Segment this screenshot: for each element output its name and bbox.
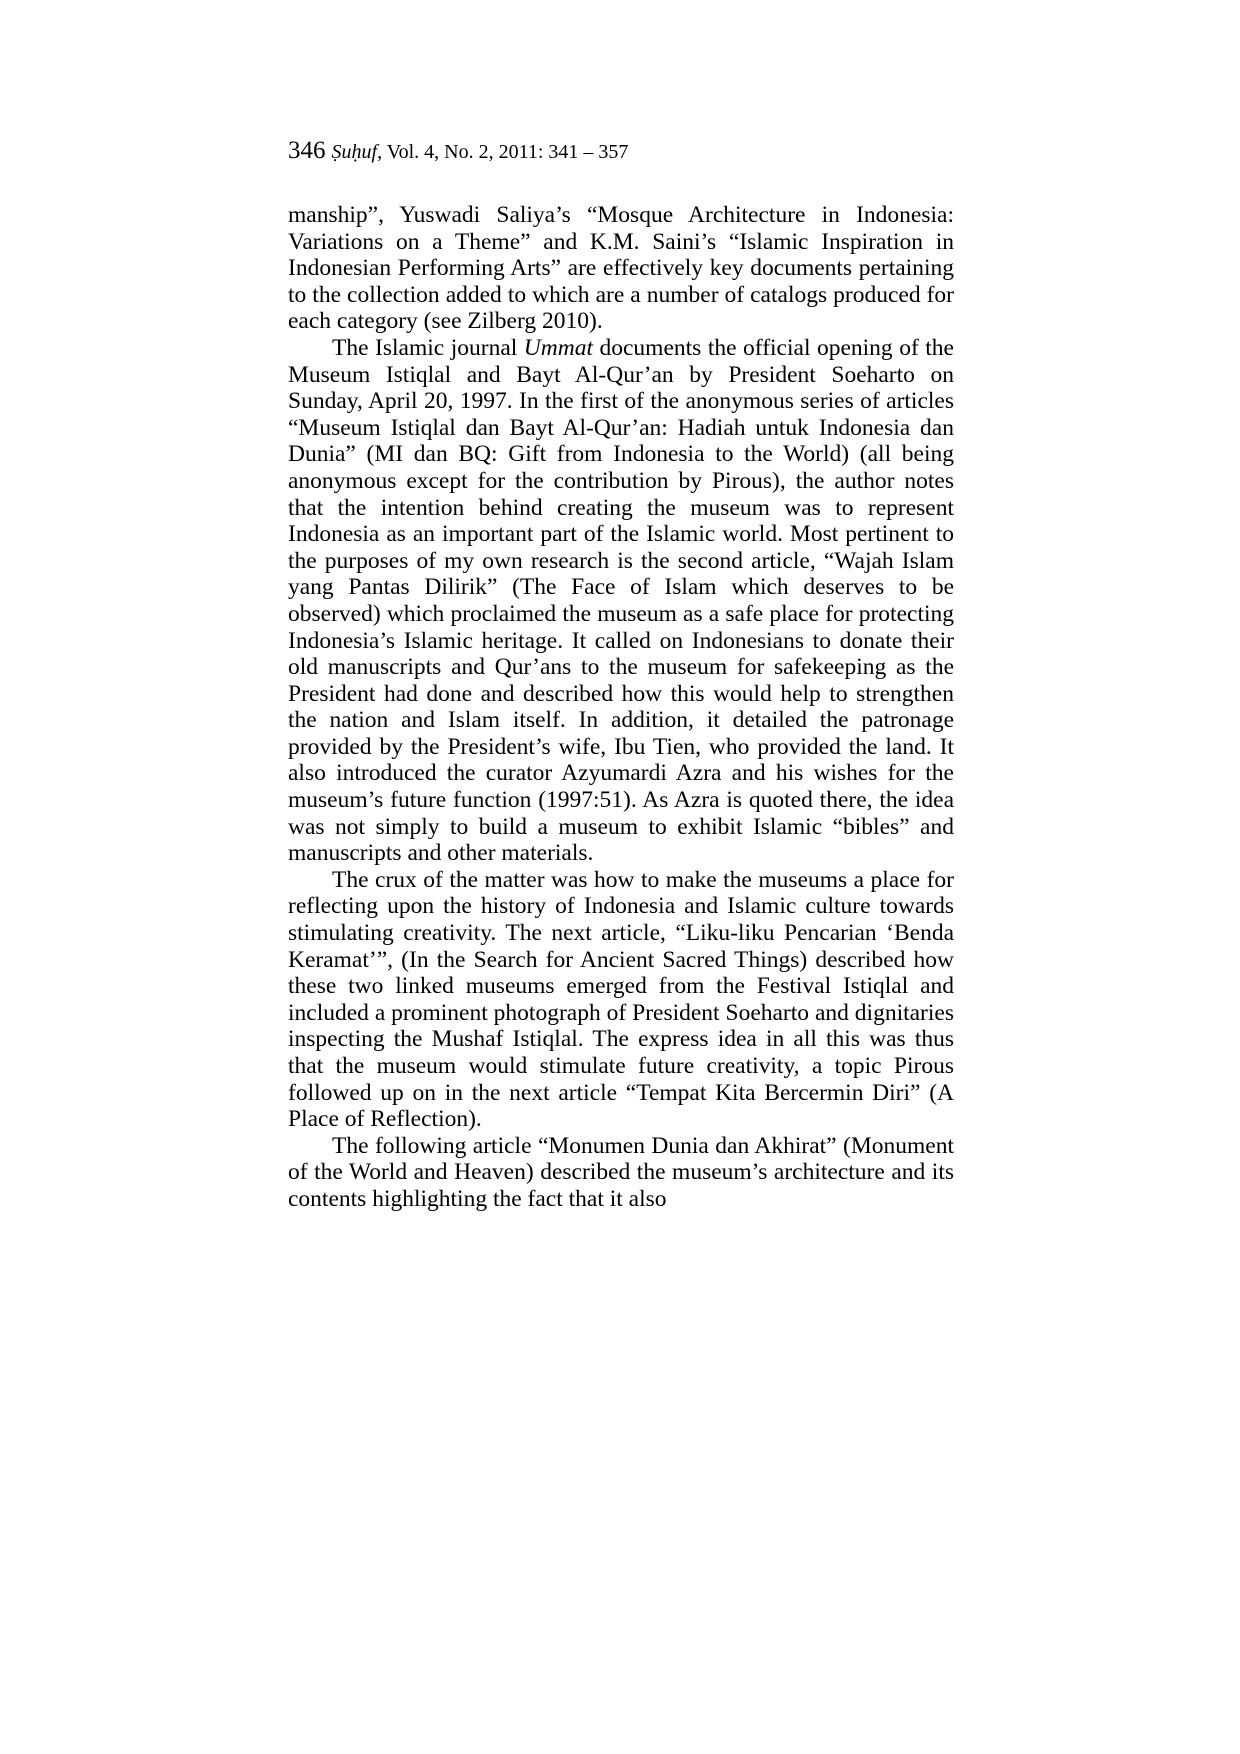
journal-citation: , Vol. 4, No. 2, 2011: 341 – 357 [377,141,629,163]
paragraph-text: documents the official opening of the Museum Istiqlal and Bayt Al-Qur’an by President Soeharto on Sunday, April 20, 1997. In the first of the anonymous series of articles “Museum Istiqlal dan Bayt Al-Qur’an: Hadiah untuk Indonesia dan Dunia” (MI dan BQ: Gift from Indonesia to the World) (all being anonymous except for the contribution by Pirous), the author notes that the intention behind creating the museum was to represent Indonesia as an important part of the Islamic world. Most pertinent to the purposes of my own research is the second article, “Wajah Islam yang Pantas Dilirik” (The Face of Islam which deserves to be observed) which proclaimed the museum as a safe place for protecting Indonesia’s Islamic heritage. It called on Indonesians to donate their old manuscripts and Qur’ans to the museum for safekeeping as the President had done and described how this would help to strengthen the nation and Islam itself. In addition, it detailed the patronage provided by the President’s wife, Ibu Tien, who provided the land. It also introduced the curator Azyumardi Azra and his wishes for the museum’s future function (1997:51). As Azra is quoted there, the idea was not simply to build a museum to exhibit Islamic “bibles” and manuscripts and other materials. [288,334,954,867]
running-header [288,136,628,167]
journal-name: Ṣuḥuf [331,141,378,163]
article-body [288,202,954,1213]
paragraph-ummat [288,335,954,867]
journal-title-italic: Ummat [523,334,593,361]
paragraph-continued: manship”, Yuswadi Saliya’s “Mosque Architecture in Indonesia: Variations on a Theme” and K.M. Saini’s “Islamic Inspiration in Indonesian Performing Arts” are effectively key documents pertaining to the collection added to which are a number of catalogs produced for each category (see Zilberg 2010). [288,202,954,335]
paragraph-text: The Islamic journal [332,334,524,361]
paragraph-crux: The crux of the matter was how to make the museums a place for reflecting upon the history of Indonesia and Islamic culture towards stimulating creativity. The next article, “Liku-liku Pencarian ‘Benda Keramat’”, (In the Search for Ancient Sacred Things) described how these two linked museums emerged from the Festival Istiqlal and included a prominent photograph of President Soeharto and dignitaries inspecting the Mushaf Istiqlal. The express idea in all this was thus that the museum would stimulate future creativity, a topic Pirous followed up on in the next article “Tempat Kita Bercermin Diri” (A Place of Reflection). [288,866,954,1133]
paragraph-monument: The following article “Monumen Dunia dan Akhirat” (Monument of the World and Heaven) described the museum’s architecture and its contents highlighting the fact that it also [288,1132,954,1212]
page-number: 346 [288,137,326,164]
